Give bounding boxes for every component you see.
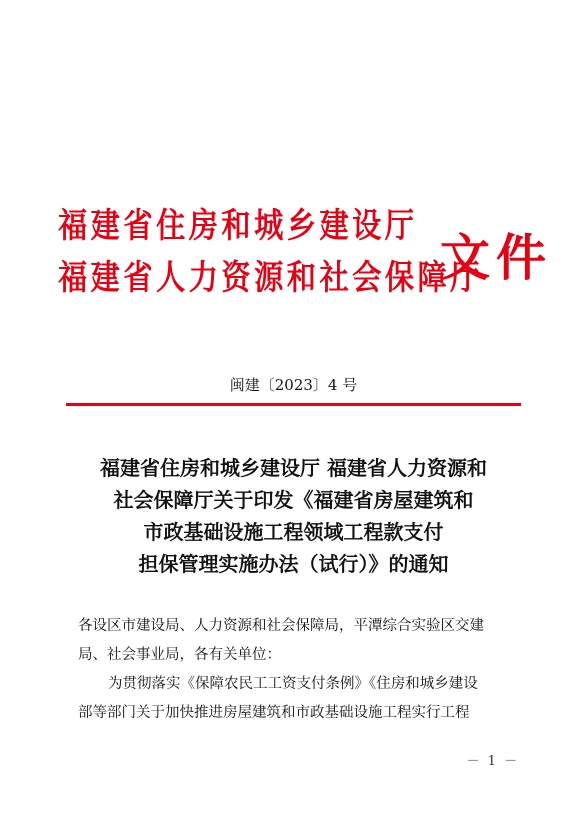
title-line: 市政基础设施工程领域工程款支付 [143, 520, 444, 544]
title-line: 福建省住房和城乡建设厅 福建省人力资源和 [100, 456, 487, 480]
notice-body [78, 612, 523, 728]
document-type-word: 文件 [440, 229, 552, 287]
document-header [58, 198, 552, 308]
body-paragraph-line: 部等部门关于加快推进房屋建筑和市政基础设施工程实行工程 [78, 705, 470, 721]
title-line: 社会保障厅关于印发《福建省房屋建筑和 [113, 488, 474, 512]
addressee-line: 局、社会事业局，各有关单位： [78, 647, 281, 663]
addressee-line: 各设区市建设局、人力资源和社会保障局，平潭综合实验区交建 [78, 618, 484, 634]
issuer-housing-department: 福建省住房和城乡建设厅 [58, 206, 418, 246]
title-line: 担保管理实施办法（试行）》的通知 [138, 552, 449, 576]
notice-title [40, 452, 547, 580]
issuer-hr-department: 福建省人力资源和社会保障厅 [58, 258, 483, 298]
document-number: 闽建〔2023〕4 号 [229, 376, 358, 394]
body-paragraph-line: 为贯彻落实《保障农民工工资支付条例》《住房和城乡建设 [108, 676, 478, 692]
page-number: － 1 － [466, 754, 519, 769]
red-divider-line [66, 403, 521, 406]
